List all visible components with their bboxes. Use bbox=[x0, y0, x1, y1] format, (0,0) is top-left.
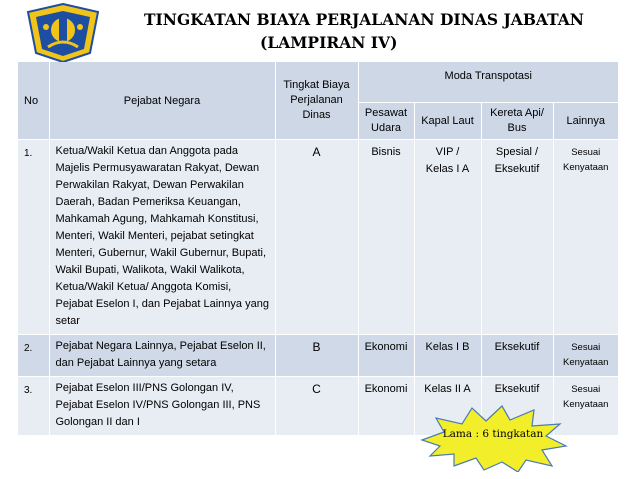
row-no: 3. bbox=[18, 377, 49, 436]
header-kapal: Kapal Laut bbox=[414, 103, 481, 140]
row-kereta: Eksekutif bbox=[481, 377, 553, 436]
row-kereta: Spesial / Eksekutif bbox=[481, 140, 553, 335]
row-pejabat: Pejabat Eselon III/PNS Golongan IV, Pejabat Eselon IV/PNS Golongan III, PNS Golongan II dan I bbox=[49, 377, 275, 436]
callout-text: Lama : 6 tingkatan bbox=[442, 428, 544, 440]
row-pejabat: Pejabat Negara Lainnya, Pejabat Eselon II, dan Pejabat Lainnya yang setara bbox=[49, 335, 275, 377]
row-no: 2. bbox=[18, 335, 49, 377]
table-row bbox=[18, 335, 618, 377]
row-kereta: Eksekutif bbox=[481, 335, 553, 377]
row-pesawat: Ekonomi bbox=[358, 335, 414, 377]
row-no: 1. bbox=[18, 140, 49, 335]
row-kapal: VIP / Kelas I A bbox=[414, 140, 481, 335]
page-title bbox=[110, 10, 584, 52]
header-moda: Moda Transpotasi bbox=[358, 62, 618, 103]
row-lainnya: Sesuai Kenyataan bbox=[553, 335, 618, 377]
row-pesawat: Bisnis bbox=[358, 140, 414, 335]
row-tingkat: A bbox=[275, 140, 358, 335]
row-pesawat: Ekonomi bbox=[358, 377, 414, 436]
cost-level-table bbox=[18, 62, 618, 435]
row-tingkat: B bbox=[275, 335, 358, 377]
header-kereta: Kereta Api/ Bus bbox=[481, 103, 553, 140]
row-pejabat: Ketua/Wakil Ketua dan Anggota pada Majelis Permusyawaratan Rakyat, Dewan Perwakilan Rakyat, Dewan Perwakilan Daerah, Badan Pemeriksa Keuangan, Mahkamah Agung, Mahkamah Konstitusi, Menteri, Wakil Menteri, pejabat setingkat Menteri, Gubernur, Wakil Gubernur, Bupati, Wakil Bupati, Walikota, Wakil Walikota, Ketua/Wakil Ketua/ Anggota Komisi, Pejabat Eselon I, dan Pejabat Lainnya yang setar bbox=[49, 140, 275, 335]
header-pesawat: Pesawat Udara bbox=[358, 103, 414, 140]
ministry-logo-icon bbox=[26, 3, 100, 63]
row-tingkat: C bbox=[275, 377, 358, 436]
header-pejabat: Pejabat Negara bbox=[49, 62, 275, 140]
row-kapal: Kelas II A bbox=[414, 377, 481, 436]
header-lainnya: Lainnya bbox=[553, 103, 618, 140]
row-lainnya: Sesuai Kenyataan bbox=[553, 140, 618, 335]
header-tingkat: Tingkat Biaya Perjalanan Dinas bbox=[275, 62, 358, 140]
row-kapal: Kelas I B bbox=[414, 335, 481, 377]
row-lainnya: Sesuai Kenyataan bbox=[553, 377, 618, 436]
header-no: No bbox=[18, 62, 49, 140]
title-line-1: TINGKATAN BIAYA PERJALANAN DINAS JABATAN bbox=[144, 10, 584, 29]
title-line-2: (LAMPIRAN IV) bbox=[260, 33, 398, 52]
table-row bbox=[18, 140, 618, 335]
